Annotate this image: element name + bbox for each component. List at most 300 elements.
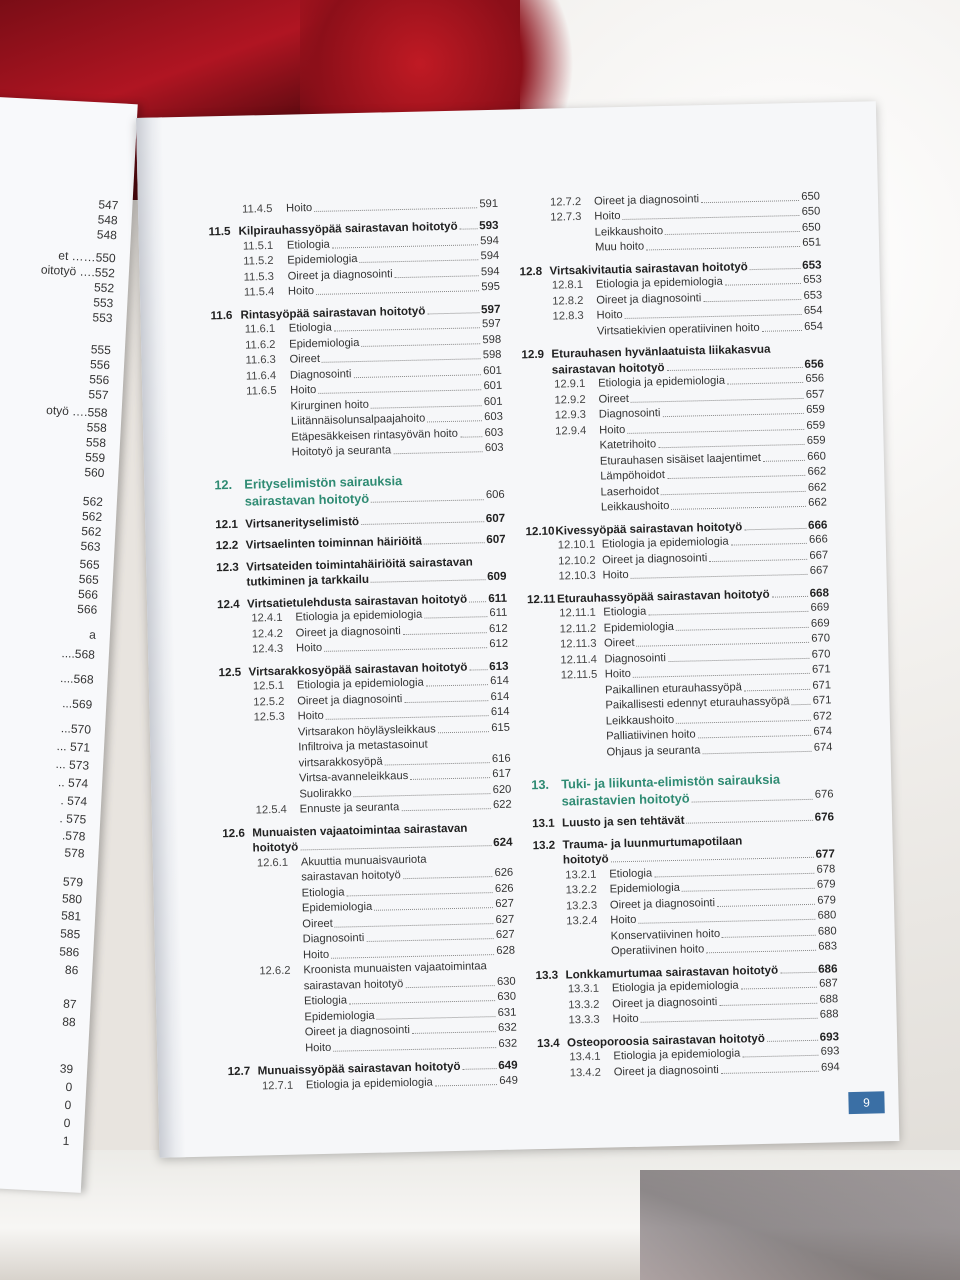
toc-leader-dots (667, 366, 803, 370)
toc-entry-page: 594 (480, 265, 500, 278)
toc-leader-dots (316, 290, 479, 295)
toc-entry-title: Oireet ja diagnosointi (304, 1024, 411, 1039)
toc-entry-page: 630 (496, 975, 516, 988)
toc-leader-dots (682, 888, 815, 892)
toc-entry-number: 13.4.2 (569, 1066, 602, 1079)
toc-entry-title: Virtsakivitautia sairastavan hoitotyö (549, 259, 748, 278)
toc-entry-title: Etiologia ja epidemiologia (595, 275, 723, 291)
toc-entry-page: 611 (488, 591, 508, 605)
toc-entry-page: 687 (819, 977, 838, 990)
toc-leader-dots (744, 527, 806, 529)
toc-leader-dots (772, 595, 808, 597)
dark-fabric-corner (640, 1170, 960, 1280)
toc-entry-number: 11.5.2 (243, 254, 274, 268)
toc-entry-title: Oireet (289, 352, 321, 366)
left-page-toc-fragment: . 575 (59, 811, 87, 827)
toc-entry-number: 12.7.1 (261, 1079, 294, 1092)
toc-entry-page: 662 (807, 465, 827, 478)
left-page-toc-fragment: 562 (80, 523, 102, 539)
toc-entry-title: Virtsarakkosyöpää sairastavan hoitotyö (248, 660, 468, 679)
toc-leader-dots (371, 405, 482, 409)
toc-leader-dots (427, 312, 479, 314)
toc-entry-page: 598 (482, 348, 502, 362)
toc-leader-dots (762, 329, 803, 331)
toc-leader-dots (654, 872, 814, 877)
toc-entry-title: virtsarakkosyöpä (298, 755, 383, 769)
toc-entry-title: Epidemiologia (304, 1009, 375, 1023)
toc-leader-dots (763, 459, 805, 461)
toc-entry-page: 654 (804, 319, 824, 333)
page-number-badge: 9 (848, 1091, 884, 1114)
toc-entry-page: 594 (480, 249, 500, 263)
toc-entry-title: Suolirakko (299, 786, 352, 800)
toc-entry-title: Etiologia ja epidemiologia (611, 979, 739, 995)
toc-entry-title: Oireet (603, 636, 635, 650)
toc-leader-dots (667, 475, 806, 479)
toc-entry-page: 650 (801, 205, 821, 218)
left-page-toc-fragment: 87 (62, 996, 77, 1012)
toc-entry-number: 12.11.2 (559, 622, 597, 636)
left-page-toc-fragment: ....568 (61, 646, 96, 662)
toc-entry-page: 667 (809, 564, 829, 577)
toc-entry-number: 11.4.5 (241, 202, 273, 216)
toc-leader-dots (662, 413, 804, 417)
toc-entry-title: Eturauhasen hyvänlaatuista liikakasvua (551, 342, 771, 361)
toc-entry-page: 598 (482, 333, 502, 346)
toc-entry-page: 666 (807, 517, 828, 532)
toc-leader-dots (331, 954, 494, 959)
toc-entry-title: Tuki- ja liikunta-elimistön sairauksia (561, 771, 781, 792)
toc-entry-page: 669 (810, 601, 830, 614)
toc-entry-page: 688 (819, 1008, 839, 1021)
toc-entry-title: Etäpesäkkeisen rintasyövän hoito (291, 427, 459, 444)
toc-entry-title: Hoito (596, 309, 623, 322)
left-page-toc-fragment: 586 (58, 944, 80, 960)
toc-entry-page: 632 (498, 1037, 518, 1050)
left-page-toc-fragment: ...570 (60, 721, 92, 737)
toc-entry-number: 12.11 (526, 592, 556, 606)
toc-leader-dots (469, 601, 486, 602)
toc-entry-title: Hoito (599, 423, 626, 437)
toc-entry-title: Osteoporoosia sairastavan hoitotyö (566, 1031, 765, 1049)
toc-leader-dots (463, 1068, 497, 1070)
toc-leader-dots (780, 971, 816, 973)
toc-entry-title: Leikkaushoito (600, 500, 670, 514)
toc-leader-dots (354, 793, 491, 797)
toc-leader-dots (767, 1039, 818, 1041)
toc-leader-dots (360, 259, 479, 263)
toc-entry-page: 653 (803, 288, 823, 302)
toc-entry-title: Trauma- ja luunmurtumapotilaan (562, 833, 743, 852)
left-page-toc-fragment: 553 (92, 310, 113, 326)
toc-leader-dots (354, 374, 482, 378)
toc-entry-title: Epidemiologia (603, 620, 675, 635)
toc-entry-number: 11.6 (210, 308, 233, 322)
toc-leader-dots (742, 1055, 818, 1058)
toc-leader-dots (668, 657, 810, 661)
toc-leader-dots (405, 985, 495, 988)
toc-entry-page: 654 (803, 304, 823, 317)
toc-entry-title: Epidemiologia (287, 253, 358, 267)
left-page-toc-fragment: 547 (98, 197, 119, 213)
toc-entry-title: Diagnosointi (289, 367, 352, 382)
left-page-toc-fragment: 88 (61, 1014, 76, 1030)
toc-leader-dots (648, 611, 808, 616)
toc-leader-dots (403, 632, 487, 635)
toc-entry-title: hoitotyö (252, 840, 299, 855)
toc-entry-number: 11.6.5 (246, 384, 277, 398)
toc-leader-dots (300, 845, 491, 850)
toc-leader-dots (641, 1018, 818, 1023)
toc-leader-dots (412, 1031, 496, 1034)
toc-leader-dots (334, 327, 480, 331)
toc-entry-title: Diagnosointi (604, 651, 667, 666)
toc-entry-page: 627 (495, 913, 515, 926)
toc-entry-number: 12.4 (216, 597, 240, 611)
left-page-toc-fragment: et ……550 (58, 248, 117, 266)
toc-entry-page: 662 (808, 496, 828, 509)
toc-entry-page: 674 (813, 740, 833, 754)
toc-entry (532, 809, 834, 831)
toc-entry-page: 679 (817, 893, 837, 907)
toc-entry (208, 196, 498, 218)
toc-entry-page: 669 (810, 616, 830, 630)
left-page-toc-fragment: ....568 (59, 671, 94, 687)
left-page-toc-fragment: . 574 (60, 793, 88, 809)
toc-leader-dots (469, 669, 487, 670)
toc-leader-dots (661, 490, 806, 494)
toc-leader-dots (676, 626, 809, 630)
toc-column-left (208, 196, 518, 1095)
toc-entry-title: Kroonista munuaisten vajaatoimintaa (303, 960, 487, 977)
toc-entry-title: Virtsaelinten toiminnan häiriöitä (245, 534, 423, 552)
toc-entry-title: Palliatiivinen hoito (606, 728, 696, 743)
toc-leader-dots (725, 283, 801, 286)
toc-entry-title: Ohjaus ja seuranta (606, 743, 701, 758)
toc-entry-page: 656 (804, 356, 824, 371)
left-page-toc-fragment: 558 (85, 435, 107, 451)
toc-entry-page: 651 (802, 236, 822, 249)
toc-leader-dots (347, 892, 493, 896)
left-page-toc-fragment: a (88, 627, 97, 642)
toc-entry-title: Paikallisesti edennyt eturauhassyöpä (605, 695, 790, 712)
toc-entry-title: Oireet (302, 917, 333, 930)
left-page-toc-fragment: ...569 (61, 696, 93, 712)
toc-entry-page: 653 (803, 273, 822, 286)
right-page-toc (136, 101, 899, 1158)
toc-entry-page: 670 (811, 632, 831, 645)
toc-entry-title: Etiologia (609, 866, 653, 880)
toc-entry-title: Epidemiologia (301, 900, 373, 915)
toc-entry-title: Etiologia ja epidemiologia (598, 374, 726, 390)
toc-leader-dots (335, 923, 494, 928)
toc-entry-page: 601 (483, 395, 503, 408)
toc-entry-number: 11.6.4 (245, 369, 277, 383)
toc-leader-dots (625, 314, 802, 319)
toc-entry-title: Oireet ja diagnosointi (596, 291, 702, 307)
toc-entry-number: 13.3 (535, 968, 559, 982)
toc-entry-title: sairastavien hoitotyö (561, 790, 690, 809)
toc-entry-number: 12.5 (218, 665, 242, 679)
toc-entry-title: Epidemiologia (609, 881, 681, 896)
left-page-toc-fragment: 585 (59, 926, 81, 942)
toc-entry-number: 13.2.4 (566, 914, 598, 928)
toc-entry-title: Kilpirauhassyöpää sairastavan hoitotyö (238, 219, 458, 238)
toc-leader-dots (631, 574, 808, 579)
toc-entry-page: 694 (820, 1060, 840, 1074)
toc-entry-number: 13.3.2 (568, 998, 600, 1011)
toc-entry-title: Oireet ja diagnosointi (613, 1063, 719, 1078)
toc-entry-page: 612 (489, 637, 509, 651)
toc-entry-page: 659 (806, 418, 826, 432)
toc-entry-page: 601 (483, 379, 503, 393)
toc-leader-dots (706, 950, 816, 953)
toc-entry-title: Etiologia ja epidemiologia (601, 535, 729, 551)
toc-entry-page: 597 (480, 302, 501, 316)
toc-leader-dots (366, 938, 494, 942)
toc-entry-page: 613 (489, 659, 509, 673)
toc-entry-page: 680 (817, 924, 837, 938)
toc-leader-dots (332, 244, 478, 248)
toc-entry-number: 12.4.2 (251, 627, 283, 641)
toc-entry-number: 12.4.1 (251, 611, 283, 625)
toc-entry-page: 606 (485, 488, 505, 502)
left-page-toc-fragment: 553 (92, 295, 114, 311)
toc-leader-dots (460, 436, 483, 438)
toc-entry-title: Diagnosointi (598, 407, 661, 421)
left-page-toc-fragment: 0 (65, 1079, 73, 1095)
toc-leader-dots (698, 735, 812, 739)
left-page (0, 95, 138, 1193)
left-page-toc-fragment: 557 (88, 387, 109, 403)
toc-entry-title: Oireet (598, 392, 630, 406)
toc-entry-number: 12.1 (215, 517, 238, 531)
toc-entry-title: sairastavan hoitotyö (303, 977, 404, 992)
toc-entry-page: 649 (499, 1074, 519, 1087)
toc-entry-number: 13. (531, 776, 550, 792)
toc-entry-title: Leikkaushoito (594, 224, 664, 239)
left-page-toc-fragment: 558 (86, 420, 108, 436)
toc-entry-number: 12.2 (215, 538, 239, 553)
toc-entry-title: Liitännäisolunsalpaajahoito (290, 412, 426, 428)
toc-leader-dots (646, 246, 800, 250)
toc-entry-number: 11.6.2 (245, 338, 276, 352)
toc-entry-number: 11.5.4 (243, 285, 275, 299)
toc-entry-title: Oireet ja diagnosointi (287, 267, 393, 283)
toc-entry-title: Etiologia (301, 885, 345, 899)
toc-entry-page: 679 (816, 878, 836, 891)
toc-entry-number: 12.6.2 (259, 964, 291, 978)
toc-column-right (518, 189, 840, 1082)
toc-leader-dots (318, 389, 481, 394)
toc-entry-number: 12.9.3 (554, 408, 587, 422)
toc-leader-dots (633, 673, 810, 678)
left-page-toc-fragment: 548 (96, 227, 118, 243)
toc-entry-title: Diagnosointi (302, 932, 365, 946)
toc-entry-page: 688 (819, 992, 839, 1006)
toc-entry-page: 616 (491, 752, 511, 765)
toc-entry-page: 612 (488, 622, 508, 635)
toc-entry-title: Operatiivinen hoito (610, 943, 705, 958)
left-page-toc-fragment: 0 (64, 1097, 72, 1113)
toc-leader-dots (627, 428, 804, 433)
toc-entry-page: 626 (494, 882, 514, 895)
toc-entry-page: 597 (481, 317, 501, 331)
toc-leader-dots (702, 750, 811, 753)
toc-entry-title: Leikkaushoito (605, 713, 675, 727)
toc-entry-number: 12.10.1 (557, 538, 596, 552)
toc-entry-page: 614 (490, 690, 510, 703)
toc-entry-page: 611 (489, 606, 508, 620)
toc-entry-number: 12.5.3 (253, 710, 285, 724)
toc-entry-number: 12.3 (216, 560, 239, 574)
toc-leader-dots (424, 616, 487, 618)
toc-entry-page: 660 (807, 449, 826, 463)
toc-entry-page: 693 (820, 1045, 840, 1058)
toc-entry-title: Etiologia ja epidemiologia (295, 608, 423, 624)
toc-leader-dots (658, 444, 805, 448)
toc-entry-title: Oireet ja diagnosointi (602, 551, 708, 567)
toc-entry-title: Hoito (610, 913, 637, 927)
toc-entry-number: 12.8.1 (551, 278, 584, 292)
toc-entry-number: 11.5 (208, 224, 231, 239)
toc-leader-dots (385, 762, 490, 765)
toc-leader-dots (361, 343, 480, 347)
toc-entry-number: 11.6.3 (245, 353, 276, 367)
toc-leader-dots (722, 934, 816, 937)
toc-entry-title: Etiologia ja epidemiologia (305, 1076, 433, 1091)
toc-entry-page: 672 (812, 709, 832, 723)
toc-leader-dots (692, 798, 813, 802)
toc-entry-page: 649 (498, 1058, 518, 1073)
left-page-toc-fragment: 548 (97, 212, 119, 228)
toc-entry-number: 12.8.2 (552, 294, 584, 308)
left-page-toc-fragment: 579 (62, 874, 84, 890)
toc-entry-title: Hoito (287, 285, 315, 298)
toc-entry (215, 510, 505, 532)
toc-entry-title: Eturauhasen sisäiset laajentimet (599, 451, 762, 468)
toc-entry-page: 662 (807, 480, 827, 494)
toc-leader-dots (719, 1002, 817, 1005)
toc-entry-number: 12.9.1 (554, 377, 586, 391)
toc-entry-title: hoitotyö (562, 852, 609, 867)
left-page-toc-fragment: 563 (80, 538, 101, 554)
left-page-toc-fragment: 556 (88, 372, 110, 388)
toc-entry-page: 656 (805, 372, 825, 385)
toc-entry-page: 693 (819, 1029, 840, 1044)
toc-entry-title: Konservatiivinen hoito (610, 927, 721, 942)
toc-entry-number: 12.6 (222, 826, 245, 840)
left-page-toc-fragment: ... 571 (56, 738, 91, 755)
toc-entry-page: 624 (493, 835, 513, 850)
toc-entry-title: Eturauhassyöpää sairastavan hoitotyö (556, 587, 770, 606)
toc-entry-number: 13.3.1 (567, 982, 600, 996)
toc-entry-page: 620 (492, 783, 512, 796)
toc-entry-number: 12.9 (521, 347, 545, 362)
toc-leader-dots (727, 382, 803, 385)
toc-leader-dots (750, 267, 800, 269)
toc-entry-number: 12.10.2 (558, 554, 596, 568)
toc-entry-page: 666 (808, 533, 828, 546)
toc-entry-page: 676 (814, 787, 834, 801)
toc-entry-title: Hoito (612, 1012, 639, 1026)
toc-leader-dots (701, 199, 799, 202)
toc-entry-page: 659 (806, 434, 826, 447)
toc-leader-dots (349, 1000, 495, 1004)
toc-leader-dots (404, 700, 488, 703)
toc-entry-page: 659 (805, 403, 825, 416)
left-page-toc-fragment: 565 (79, 556, 100, 572)
left-page-toc-fragment: 559 (84, 450, 106, 466)
toc-entry-number: 12.11.1 (559, 606, 596, 620)
toc-entry-number: 13.2.2 (565, 883, 597, 897)
toc-entry-page: 668 (809, 585, 830, 600)
toc-entry-title: Virtsarakon höyläysleikkaus (297, 722, 436, 738)
toc-entry-title: Virtsanerityselimistö (245, 514, 360, 531)
toc-entry-number: 12.10 (525, 524, 555, 538)
toc-entry-page: 614 (490, 674, 509, 688)
left-page-toc-fragment: 562 (81, 508, 103, 525)
toc-entry-title: Kirurginen hoito (290, 398, 370, 413)
toc-entry-page: 594 (480, 234, 500, 247)
toc-entry-title: Etiologia (303, 994, 348, 1008)
toc-leader-dots (709, 558, 807, 561)
toc-entry-number: 12.6.1 (256, 856, 289, 869)
toc-entry-page: 683 (818, 940, 838, 953)
toc-entry-page: 680 (817, 909, 837, 922)
left-page-toc-fragment: otyö ….558 (45, 402, 108, 421)
toc-leader-dots (687, 820, 813, 824)
left-page-toc-fragment: 580 (61, 891, 83, 907)
toc-entry-page: 615 (491, 721, 511, 734)
toc-entry-title: Hoitotyö ja seuranta (291, 444, 392, 459)
toc-entry-number: 12. (214, 476, 233, 493)
toc-entry-title: Virtsa-avanneleikkaus (298, 769, 409, 785)
toc-entry-page: 626 (494, 866, 514, 880)
toc-entry-title: Etiologia (288, 321, 332, 335)
left-page-toc-fragment: 566 (77, 586, 99, 602)
left-page-toc-fragment: 39 (59, 1061, 74, 1077)
left-page-toc-fragment: 562 (82, 493, 104, 510)
toc-entry-page: 617 (492, 767, 512, 781)
toc-leader-dots (703, 298, 801, 301)
toc-entry-title: Kivessyöpää sairastavan hoitotyö (555, 519, 743, 538)
toc-entry-number: 12.4.3 (251, 642, 284, 656)
toc-leader-dots (401, 808, 491, 811)
toc-entry-title: Hoito (290, 383, 317, 397)
toc-entry-title: Oireet ja diagnosointi (612, 995, 718, 1010)
left-page-toc-fragment: oitotyö ….552 (40, 262, 116, 281)
toc-entry-number: 12.7.2 (549, 195, 582, 209)
toc-entry-number: 12.10.3 (558, 569, 596, 583)
toc-leader-dots (435, 1084, 497, 1086)
toc-entry-title: Virtsatietulehdusta sairastavan hoitotyö (246, 592, 468, 611)
toc-entry-number: 11.5.1 (242, 239, 274, 253)
left-page-toc-fragment: 552 (93, 280, 115, 296)
toc-entry-number: 11.6.1 (244, 322, 276, 336)
toc-entry-page: 650 (801, 220, 821, 234)
toc-entry-page: 674 (813, 725, 833, 738)
toc-entry-title: Hoito (285, 201, 313, 215)
toc-entry-page: 671 (812, 678, 832, 692)
toc-leader-dots (731, 543, 807, 546)
toc-leader-dots (426, 684, 488, 686)
toc-entry-page: 607 (486, 532, 506, 547)
toc-entry-title: Muu hoito (594, 240, 645, 254)
toc-entry-number: 12.5.4 (255, 803, 287, 817)
toc-entry-page: 591 (479, 197, 499, 210)
toc-entry-page: 686 (817, 961, 838, 976)
